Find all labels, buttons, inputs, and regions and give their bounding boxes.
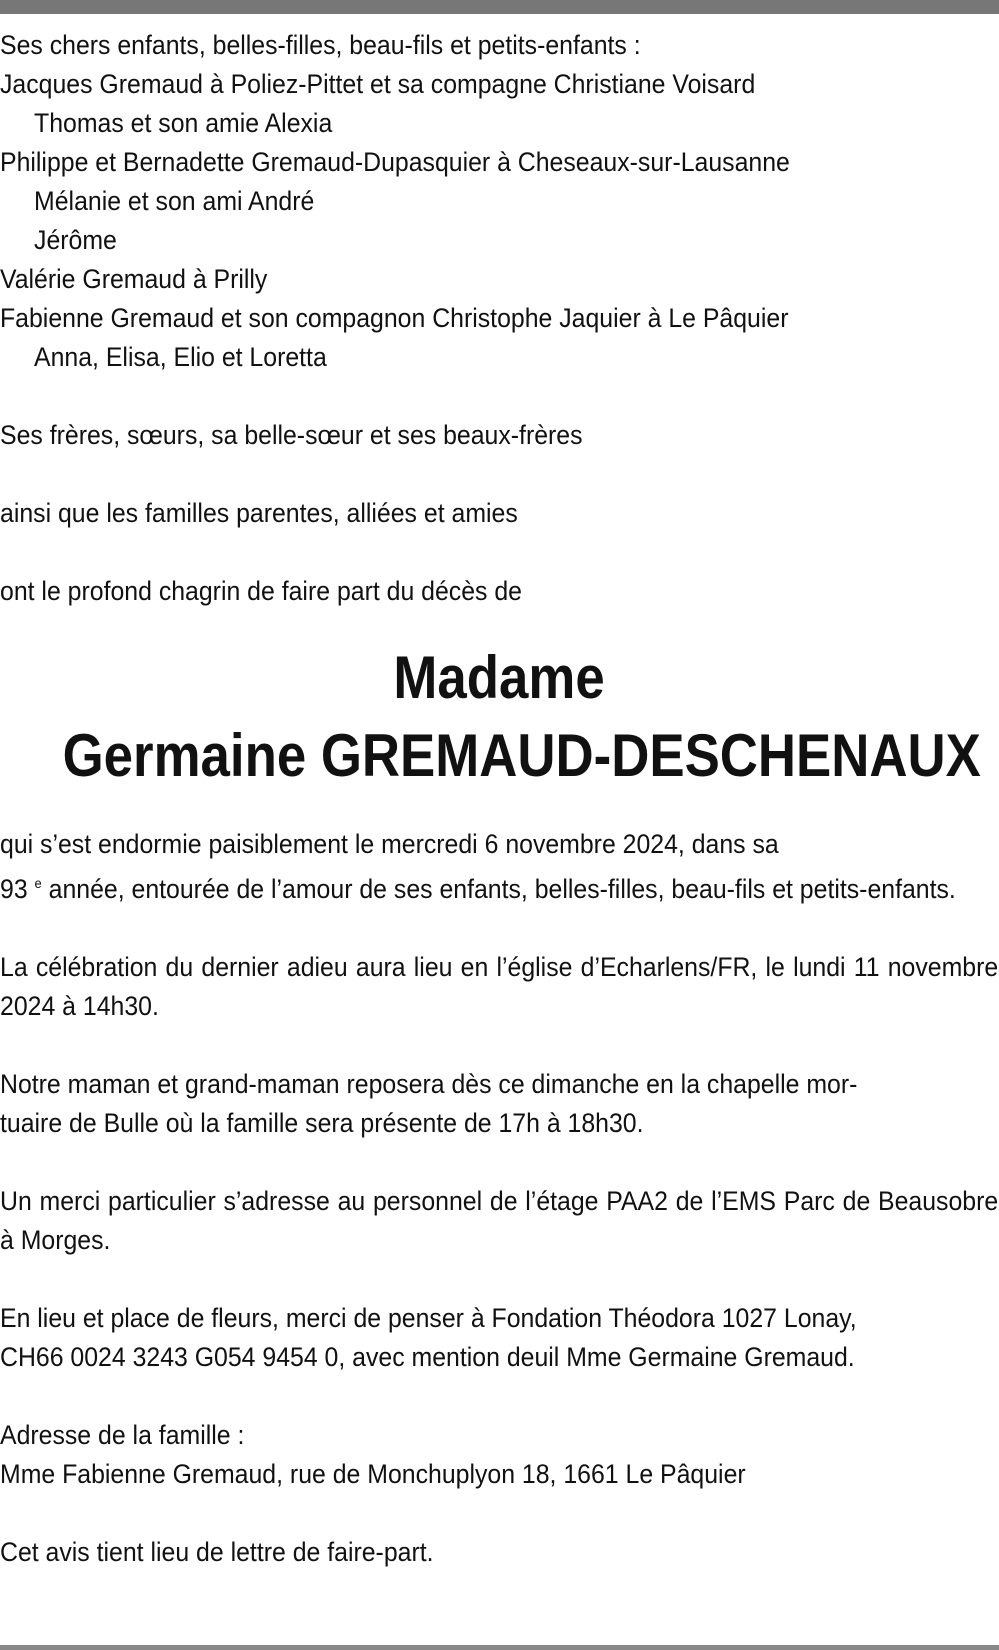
address-label: Adresse de la famille : — [0, 1420, 245, 1450]
family-member: Valérie Gremaud à Prilly — [0, 264, 268, 294]
thanks-paragraph: Un merci particulier s’adresse au personnel de l’étage PAA2 de l’EMS Parc de Beausobre à Morges. — [0, 1186, 999, 1255]
family-member: Jacques Gremaud à Poliez-Pittet et sa compagne Christiane Voisard — [0, 69, 756, 99]
family-member: Mélanie et son ami André — [34, 186, 315, 216]
passing-age-suffix: e — [34, 875, 42, 891]
passing-rest: année, entourée de l’amour de ses enfants, belles-filles, beau-fils et petits-enfants. — [48, 874, 956, 904]
siblings-line: Ses frères, sœurs, sa belle-sœur et ses beaux-frères — [0, 420, 583, 450]
announcement-line: ont le profond chagrin de faire part du décès de — [0, 576, 522, 606]
relatives-line: ainsi que les familles parentes, alliées et amies — [0, 498, 518, 528]
visitation-line: Notre maman et grand-maman reposera dès ce dimanche en la chapelle mor- — [0, 1069, 858, 1099]
ceremony-paragraph: La célébration du dernier adieu aura lieu en l’église d’Echarlens/FR, le lundi 11 novembre 2024 à 14h30. — [0, 952, 999, 1021]
family-member: Anna, Elisa, Elio et Loretta — [34, 342, 327, 372]
passing-age-line — [0, 864, 998, 909]
top-divider — [0, 0, 999, 14]
family-members-list — [0, 65, 999, 377]
closing-line: Cet avis tient lieu de lettre de faire-part. — [0, 1537, 434, 1567]
family-member: Jérôme — [34, 225, 117, 255]
visitation-paragraph — [0, 1065, 999, 1143]
passing-age: 93 — [0, 874, 28, 904]
donation-line: CH66 0024 3243 G054 9454 0, avec mention deuil Mme Germaine Gremaud. — [0, 1342, 855, 1372]
deceased-name: Germaine GREMAUD-DESCHENAUX — [62, 722, 981, 789]
bottom-divider — [0, 1645, 999, 1650]
passing-paragraph — [0, 825, 999, 909]
visitation-line: tuaire de Bulle où la famille sera présente de 17h à 18h30. — [0, 1108, 644, 1138]
passing-line: qui s’est endormie paisiblement le mercredi 6 novembre 2024, dans sa — [0, 829, 779, 859]
donation-paragraph — [0, 1299, 999, 1377]
donation-line: En lieu et place de fleurs, merci de penser à Fondation Théodora 1027 Lonay, — [0, 1303, 857, 1333]
family-address: Mme Fabienne Gremaud, rue de Monchuplyon 18, 1661 Le Pâquier — [0, 1459, 746, 1489]
family-member: Philippe et Bernadette Gremaud-Dupasquier à Cheseaux-sur-Lausanne — [0, 147, 790, 177]
family-member: Fabienne Gremaud et son compagnon Christophe Jaquier à Le Pâquier — [0, 303, 789, 333]
family-intro: Ses chers enfants, belles-filles, beau-fils et petits-enfants : — [0, 30, 641, 60]
deceased-title: Madame — [393, 644, 606, 711]
deceased-heading — [0, 639, 999, 795]
family-member: Thomas et son amie Alexia — [34, 108, 333, 138]
obituary-notice — [0, 26, 999, 1572]
